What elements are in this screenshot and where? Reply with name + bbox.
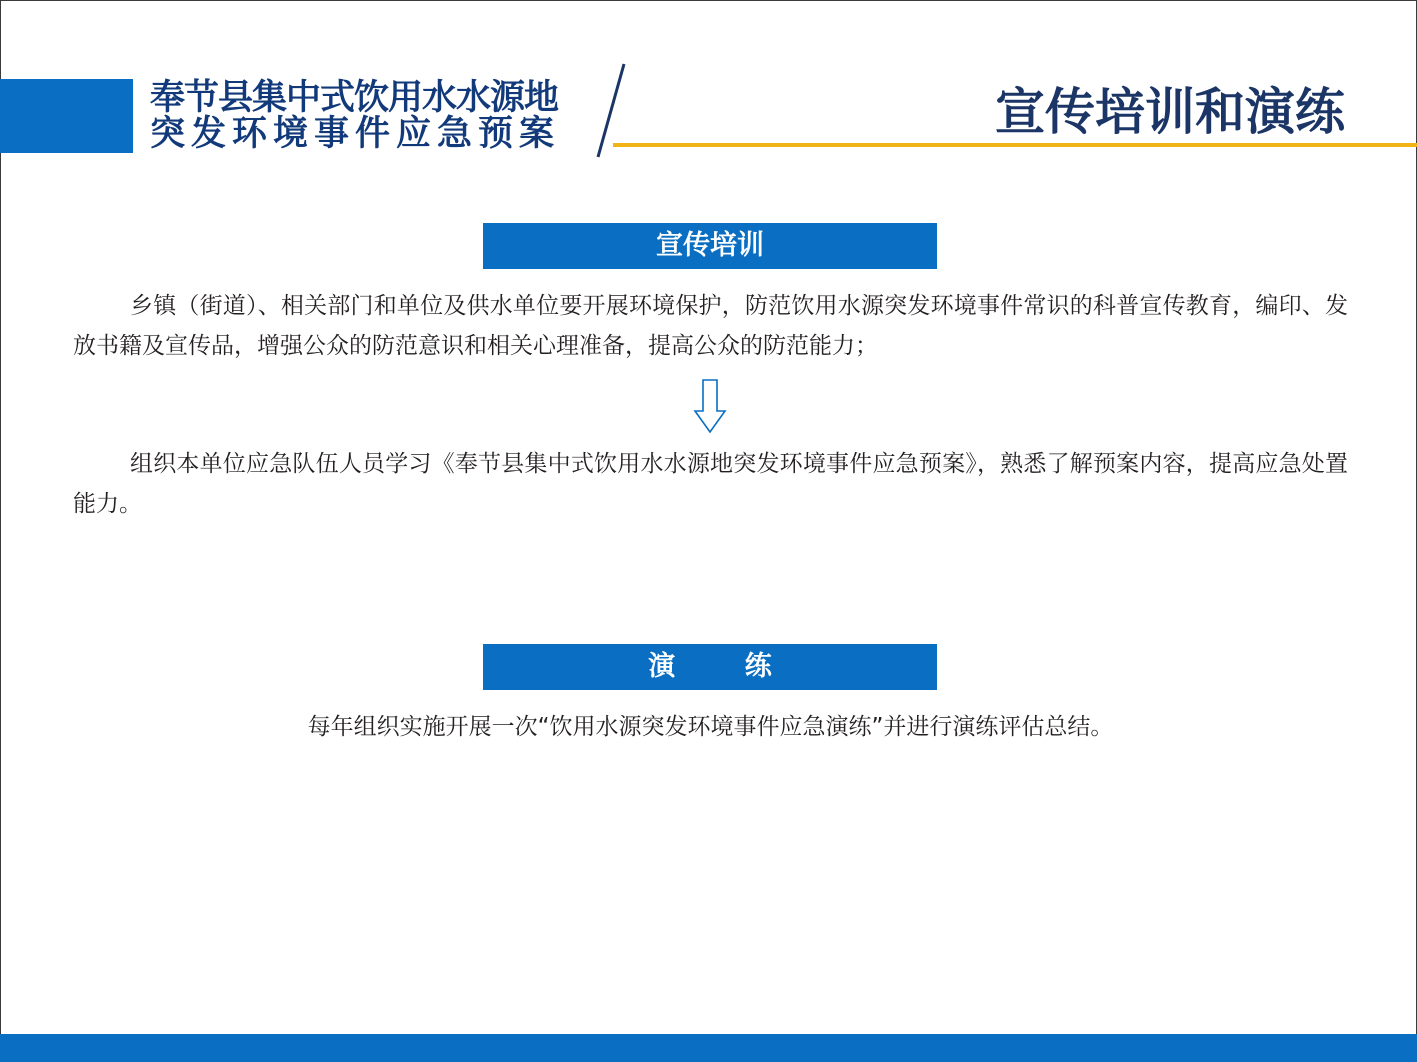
plan-title-line-1: 奉节县集中式饮用水水源地	[150, 78, 559, 118]
training-paragraph-1: 乡镇（街道）、相关部门和单位及供水单位要开展环境保护，防范饮用水源突发环境事件常识的科普宣传教育，编印、发放书籍及宣传品，增强公众的防范意识和相关心理准备，提高公众的防范能力；	[73, 293, 1348, 359]
drill-paragraph: 每年组织实施开展一次“饮用水源突发环境事件应急演练”并进行演练评估总结。	[307, 714, 1114, 740]
section-title-training: 宣传培训	[483, 223, 937, 269]
down-arrow-icon	[693, 378, 727, 434]
section-title-drill: 演 练	[483, 644, 937, 690]
footer-bar	[0, 1034, 1417, 1062]
plan-title-line-2: 突发环境事件应急预案	[150, 114, 561, 154]
section-heading: 宣传培训和演练	[995, 82, 1345, 141]
training-paragraph-2: 组织本单位应急队伍人员学习《奉节县集中式饮用水水源地突发环境事件应急预案》，熟悉了解预案内容，提高应急处置能力。	[73, 451, 1348, 517]
